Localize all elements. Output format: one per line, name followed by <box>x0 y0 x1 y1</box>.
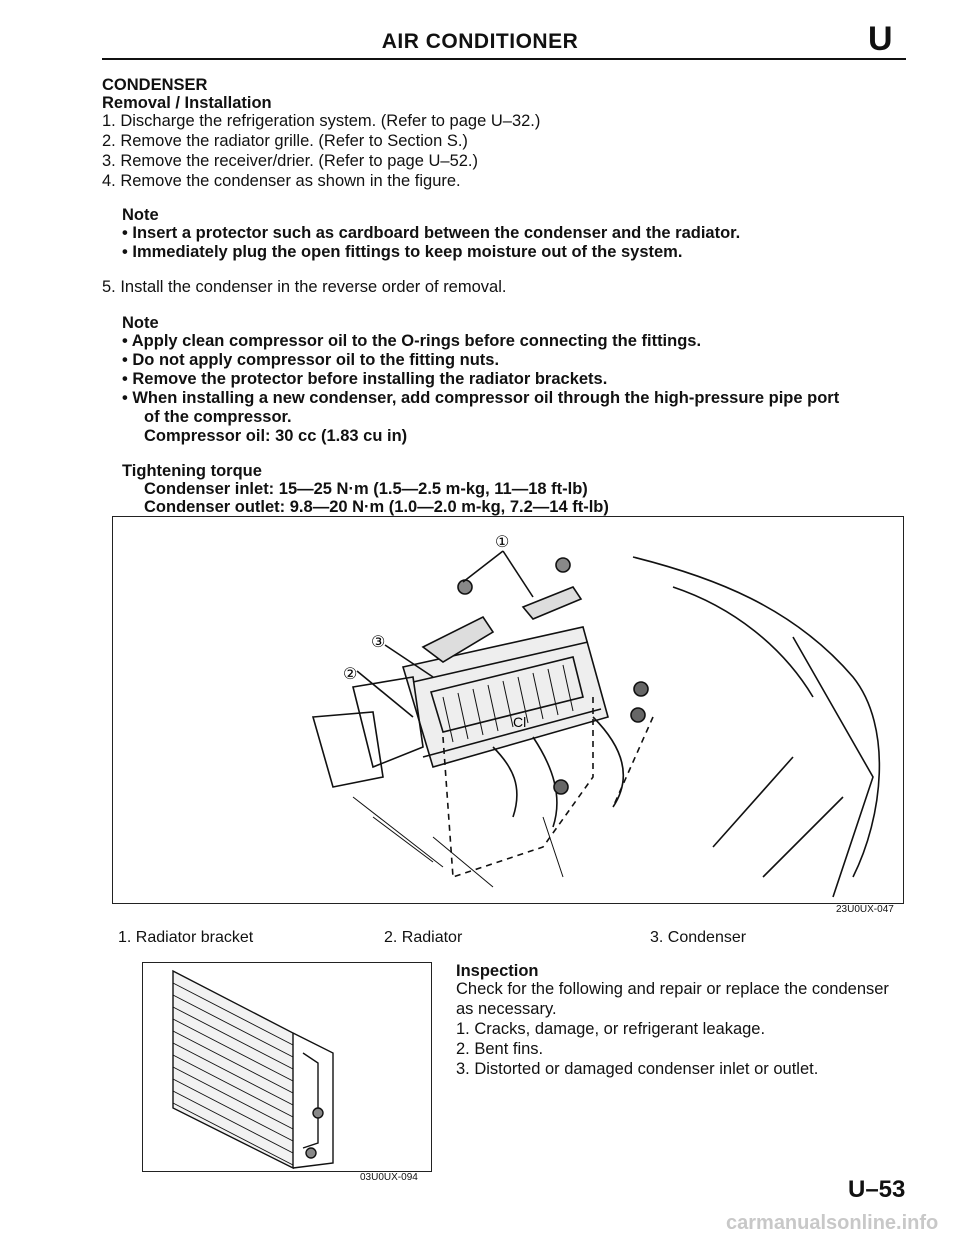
torque-label: Tightening torque <box>122 462 262 480</box>
note1-item-2: • Immediately plug the open fittings to keep moisture out of the system. <box>122 243 683 261</box>
note1-item-1: • Insert a protector such as cardboard between the condenser and the radiator. <box>122 224 741 242</box>
subheading: Removal / Installation <box>102 94 272 112</box>
caption-condenser: 3. Condenser <box>650 929 747 946</box>
figure2-code: 03U0UX-094 <box>360 1172 418 1183</box>
step-2: 2. Remove the radiator grille. (Refer to Section S.) <box>102 132 468 150</box>
condenser-figure <box>142 962 432 1172</box>
page-title: AIR CONDITIONER <box>381 30 579 53</box>
watermark: carmanualsonline.info <box>726 1212 939 1234</box>
note2-item-4: • When installing a new condenser, add compressor oil through the high-pressure pipe port <box>122 389 840 407</box>
header-rule <box>102 58 906 60</box>
figure1-code: 23U0UX-047 <box>836 904 894 915</box>
note2-continuation: of the compressor. <box>144 408 292 426</box>
note2-label: Note <box>122 314 159 332</box>
removal-figure <box>112 516 904 904</box>
condenser-removal-illustration <box>113 517 903 903</box>
compressor-oil-spec: Compressor oil: 30 cc (1.83 cu in) <box>144 427 408 445</box>
condenser-illustration <box>143 963 431 1171</box>
callout-3: ③ <box>371 634 386 651</box>
figure-label-cl: Cl <box>513 714 527 730</box>
callout-2: ② <box>343 666 358 683</box>
inspection-heading: Inspection <box>456 962 539 980</box>
inspection-line-2: as necessary. <box>456 1000 557 1018</box>
callout-1: ① <box>495 534 510 551</box>
torque-inlet: Condenser inlet: 15—25 N·m (1.5—2.5 m-kg, 11—18 ft-lb) <box>144 480 588 498</box>
note2-item-1: • Apply clean compressor oil to the O-rings before connecting the fittings. <box>122 332 702 350</box>
section-letter: U <box>868 20 893 58</box>
caption-radiator-bracket: 1. Radiator bracket <box>118 929 254 946</box>
inspection-line-1: Check for the following and repair or replace the condenser <box>456 980 889 998</box>
note1-label: Note <box>122 206 159 224</box>
note2-item-2: • Do not apply compressor oil to the fitting nuts. <box>122 351 500 369</box>
torque-outlet: Condenser outlet: 9.8—20 N·m (1.0—2.0 m-kg, 7.2—14 ft-lb) <box>144 498 609 516</box>
step-5: 5. Install the condenser in the reverse order of removal. <box>102 278 507 296</box>
caption-radiator: 2. Radiator <box>384 929 463 946</box>
step-3: 3. Remove the receiver/drier. (Refer to page U–52.) <box>102 152 479 170</box>
inspection-line-4: 2. Bent fins. <box>456 1040 544 1058</box>
step-4: 4. Remove the condenser as shown in the figure. <box>102 172 461 190</box>
section-heading: CONDENSER <box>102 76 208 94</box>
note2-item-3: • Remove the protector before installing the radiator brackets. <box>122 370 608 388</box>
inspection-line-5: 3. Distorted or damaged condenser inlet or outlet. <box>456 1060 819 1078</box>
page-number: U–53 <box>848 1176 906 1203</box>
step-1: 1. Discharge the refrigeration system. (Refer to page U–32.) <box>102 112 541 130</box>
inspection-line-3: 1. Cracks, damage, or refrigerant leakage. <box>456 1020 766 1038</box>
